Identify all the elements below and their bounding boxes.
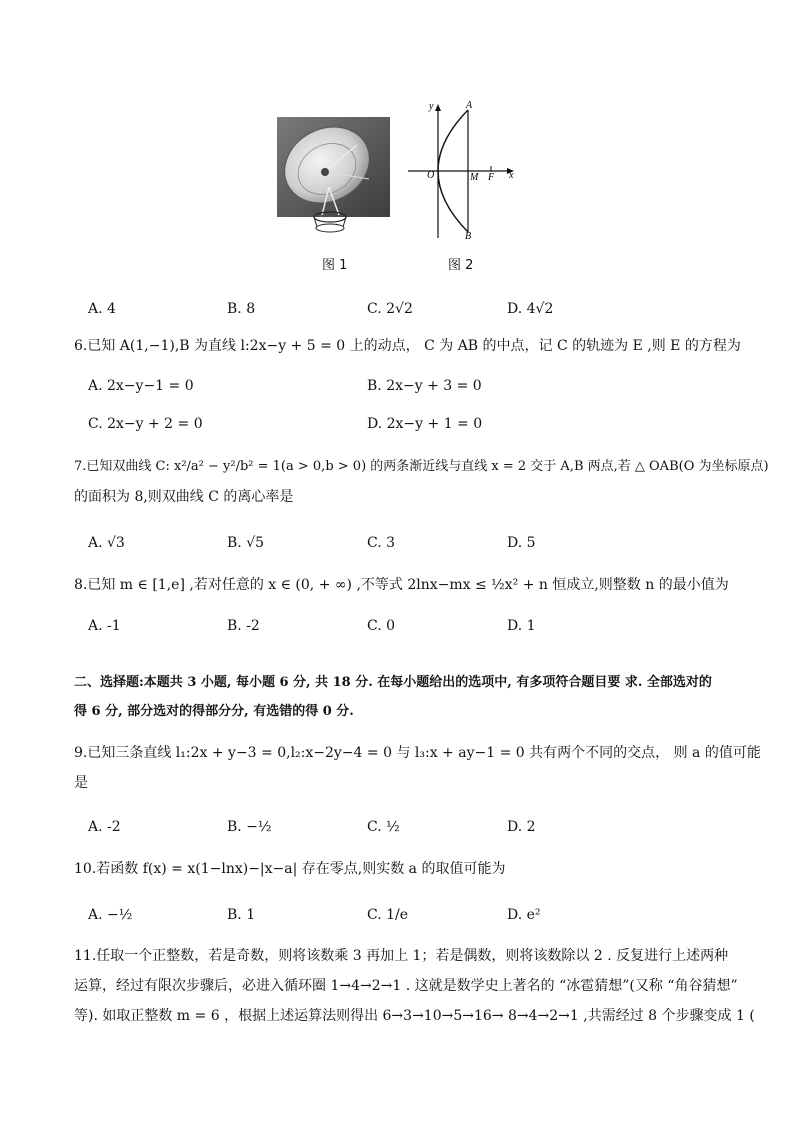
q8-option-a: A. -1 xyxy=(88,618,121,634)
q11-stem-line3: 等). 如取正整数 m = 6 ，根据上述运算法则得出 6→3→10→5→16→ 8→4→2→1 ,共需经过 8 个步骤变成 1 ( xyxy=(74,1008,755,1024)
label-x: x xyxy=(509,170,514,181)
figure-2 xyxy=(403,100,523,240)
q11-stem-line1: 11.任取一个正整数，若是奇数，则将该数乘 3 再加上 1；若是偶数，则将该数除以 2 . 反复进行上述两种 xyxy=(74,948,729,964)
q9-option-b: B. −½ xyxy=(227,819,272,835)
figure-2-caption: 图 2 xyxy=(448,258,474,273)
q9-option-c: C. ½ xyxy=(367,819,400,835)
q6-option-c: C. 2x−y + 2 = 0 xyxy=(88,416,203,432)
q9-option-d: D. 2 xyxy=(507,819,536,835)
label-m: M xyxy=(470,172,479,183)
q9-stem-line1: 9.已知三条直线 l₁:2x + y−3 = 0,l₂:x−2y−4 = 0 与 l₃:x + ay−1 = 0 共有两个不同的交点， 则 a 的值可能 xyxy=(74,745,761,761)
q5-option-b: B. 8 xyxy=(227,301,256,317)
q8-stem: 8.已知 m ∈ [1,e] ,若对任意的 x ∈ (0, + ∞) ,不等式 2lnx−mx ≤ ½x² + n 恒成立,则整数 n 的最小值为 xyxy=(74,577,729,593)
q7-stem-line1: 7.已知双曲线 C: x²/a² − y²/b² = 1(a > 0,b > 0) 的两条渐近线与直线 x = 2 交于 A,B 两点,若 △ OAB(O 为坐标原点) xyxy=(74,459,769,474)
q10-option-d: D. e² xyxy=(507,907,541,923)
label-b: B xyxy=(465,231,472,240)
section2-heading-line1: 二、选择题:本题共 3 小题, 每小题 6 分, 共 18 分. 在每小题给出的选项中, 有多项符合题目要 求. 全部选对的 xyxy=(74,675,712,690)
parabola-diagram xyxy=(403,100,523,240)
q9-stem-line2: 是 xyxy=(74,775,88,791)
label-o: O xyxy=(427,170,435,181)
q7-option-b: B. √5 xyxy=(227,535,265,551)
q7-option-d: D. 5 xyxy=(507,535,536,551)
q8-option-b: B. -2 xyxy=(227,618,260,634)
figure-1 xyxy=(277,117,390,235)
label-a: A xyxy=(466,100,473,111)
q11-stem-line2: 运算，经过有限次步骤后，必进入循环圈 1→4→2→1 . 这就是数学史上著名的 “冰雹猜想”(又称 “角谷猜想” xyxy=(74,978,738,994)
section2-heading-line2: 得 6 分, 部分选对的得部分分, 有选错的得 0 分. xyxy=(74,704,354,719)
q5-option-a: A. 4 xyxy=(88,301,116,317)
q6-option-d: D. 2x−y + 1 = 0 xyxy=(367,416,483,432)
figure-1-caption: 图 1 xyxy=(322,258,348,273)
q9-option-a: A. -2 xyxy=(88,819,121,835)
q7-option-a: A. √3 xyxy=(88,535,125,551)
q10-option-b: B. 1 xyxy=(227,907,256,923)
q10-option-c: C. 1/e xyxy=(367,907,409,923)
q6-stem: 6.已知 A(1,−1),B 为直线 l:2x−y + 5 = 0 上的动点， C 为 AB 的中点，记 C 的轨迹为 E ,则 E 的方程为 xyxy=(74,338,741,354)
q5-option-d: D. 4√2 xyxy=(507,301,554,317)
q5-option-c: C. 2√2 xyxy=(367,301,413,317)
label-y: y xyxy=(429,101,434,112)
q8-option-c: C. 0 xyxy=(367,618,396,634)
q10-option-a: A. −½ xyxy=(88,907,133,923)
q6-option-a: A. 2x−y−1 = 0 xyxy=(88,378,194,394)
satellite-dish-image xyxy=(277,117,390,235)
q8-option-d: D. 1 xyxy=(507,618,536,634)
q7-option-c: C. 3 xyxy=(367,535,396,551)
q7-stem-line2: 的面积为 8,则双曲线 C 的离心率是 xyxy=(74,489,294,505)
q10-stem: 10.若函数 f(x) = x(1−lnx)−|x−a| 存在零点,则实数 a 的取值可能为 xyxy=(74,861,506,877)
q6-option-b: B. 2x−y + 3 = 0 xyxy=(367,378,482,394)
label-f: F xyxy=(488,172,495,183)
